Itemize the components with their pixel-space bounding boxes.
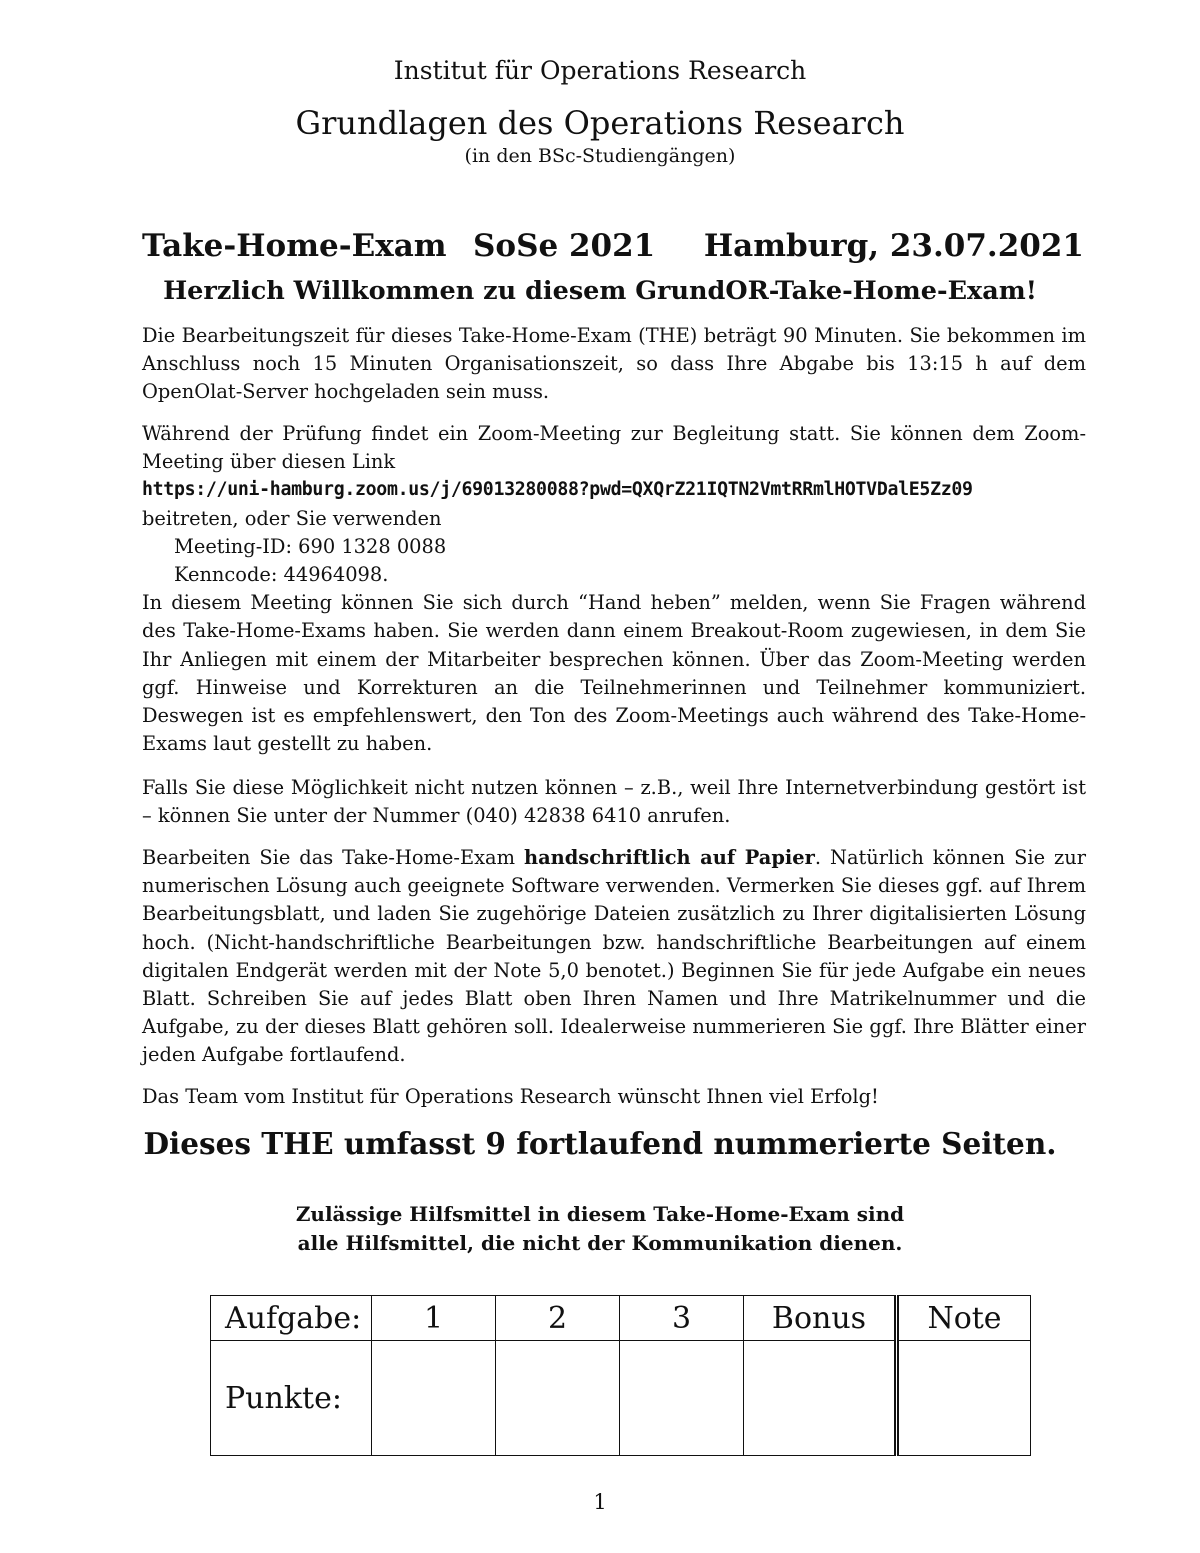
bonus-header: Bonus [744, 1296, 897, 1341]
course-title: Grundlagen des Operations Research [295, 104, 905, 142]
exam-semester: SoSe 2021 [473, 228, 656, 264]
points-label: Punkte: [211, 1341, 372, 1456]
exam-info-line [0, 228, 1200, 268]
exam-place-date: Hamburg, 23.07.2021 [703, 228, 1084, 264]
institute-name: Institut für Operations Research [393, 56, 807, 85]
zoom-after-link-text: beitreten, oder Sie verwenden [142, 506, 442, 530]
course-subtitle: (in den BSc-Studiengängen) [464, 145, 736, 167]
bonus-points-cell [744, 1341, 897, 1456]
grade-table-points-row [211, 1341, 1031, 1456]
paragraph-duration-text: Die Bearbeitungszeit für dieses Take-Home-Exam (THE) beträgt 90 Minuten. Sie bekommen im Anschluss noch 15 Minuten Organisationszeit, so dass Ihre Abgabe bis 13:15 h auf dem OpenOlat-Server hochgeladen sein muss. [142, 324, 1086, 404]
permitted-aids-line-1: Zulässige Hilfsmittel in diesem Take-Home-Exam sind [295, 1202, 905, 1226]
meeting-passcode: Kenncode: 44964098. [174, 563, 389, 587]
grade-table [210, 1295, 1031, 1456]
zoom-link[interactable]: https://uni-hamburg.zoom.us/j/69013280088?pwd=QXQrZ21IQTN2VmtRRmlHOTVDalE5Zz09 [142, 479, 973, 501]
grade-table-header-row [211, 1296, 1031, 1341]
task-1-header: 1 [372, 1296, 496, 1341]
instructions-rest: . Natürlich können Sie zur numerischen Lösung auch geeignete Software verwenden. Vermerken Sie dieses ggf. auf Ihrem Bearbeitungsblatt, und laden Sie zugehörige Dateien zusätzlich zu Ihrer digitalisierten Lösung hoch. (Nicht-handschriftliche Bearbeitungen bzw. handschriftliche Bearbeitungen auf einem digitalen Endgerät werden mit der Note 5,0 benotet.) Beginnen Sie für jede Aufgabe ein neues Blatt. Schreiben Sie auf jedes Blatt oben Ihren Namen und Ihre Matrikelnummer und die Aufgabe, zu der dieses Blatt gehören soll. Idealerweise nummerieren Sie ggf. Ihre Blätter einer jeden Aufgabe fortlaufend. [142, 846, 1087, 1067]
zoom-details-text: In diesem Meeting können Sie sich durch “Hand heben” melden, wenn Sie Fragen während des Take-Home-Exams haben. Sie werden dann einem Breakout-Room zugewiesen, in dem Sie Ihr Anliegen mit einem der Mitarbeiter besprechen können. Über das Zoom-Meeting werden ggf. Hinweise und Korrekturen an die Teilnehmerinnen und Teilnehmer kommuniziert. Deswegen ist es empfehlenswert, den Ton des Zoom-Meetings auch während des Take-Home-Exams laut gestellt zu haben. [142, 591, 1086, 756]
paragraph-wishes-text: Das Team vom Institut für Operations Research wünscht Ihnen viel Erfolg! [142, 1085, 879, 1108]
task-label: Aufgabe: [211, 1296, 372, 1341]
grade-cell [897, 1341, 1031, 1456]
page-count-note: Dieses THE umfasst 9 fortlaufend nummerierte Seiten. [143, 1126, 1057, 1161]
permitted-aids-line-2: alle Hilfsmittel, die nicht der Kommunikation dienen. [297, 1231, 903, 1255]
paragraph-phone-text: Falls Sie diese Möglichkeit nicht nutzen können – z.B., weil Ihre Internetverbindung gestört ist – können Sie unter der Nummer (040) 42838 6410 anrufen. [142, 776, 1086, 828]
task-2-points-cell [496, 1341, 620, 1456]
paragraph-wishes [142, 1083, 1086, 1111]
paragraph-duration [142, 322, 1086, 407]
instructions-emphasis: handschriftlich auf Papier [523, 846, 815, 869]
task-2-header: 2 [496, 1296, 620, 1341]
permitted-aids [0, 1200, 1200, 1258]
task-3-points-cell [620, 1341, 744, 1456]
page-number: 1 [593, 1490, 607, 1514]
paragraph-instructions-text [142, 844, 1086, 1070]
paragraph-zoom [142, 420, 1086, 758]
welcome-heading: Herzlich Willkommen zu diesem GrundOR-Take-Home-Exam! [163, 276, 1037, 306]
exam-type: Take-Home-Exam [142, 228, 447, 264]
instructions-start: Bearbeiten Sie das Take-Home-Exam [142, 846, 524, 869]
task-1-points-cell [372, 1341, 496, 1456]
meeting-id: Meeting-ID: 690 1328 0088 [174, 534, 447, 558]
grade-header: Note [897, 1296, 1031, 1341]
zoom-intro-text: Während der Prüfung findet ein Zoom-Meeting zur Begleitung statt. Sie können dem Zoom-Meeting über diesen Link [142, 422, 1086, 474]
paragraph-phone [142, 774, 1086, 830]
paragraph-instructions [142, 844, 1086, 1070]
task-3-header: 3 [620, 1296, 744, 1341]
